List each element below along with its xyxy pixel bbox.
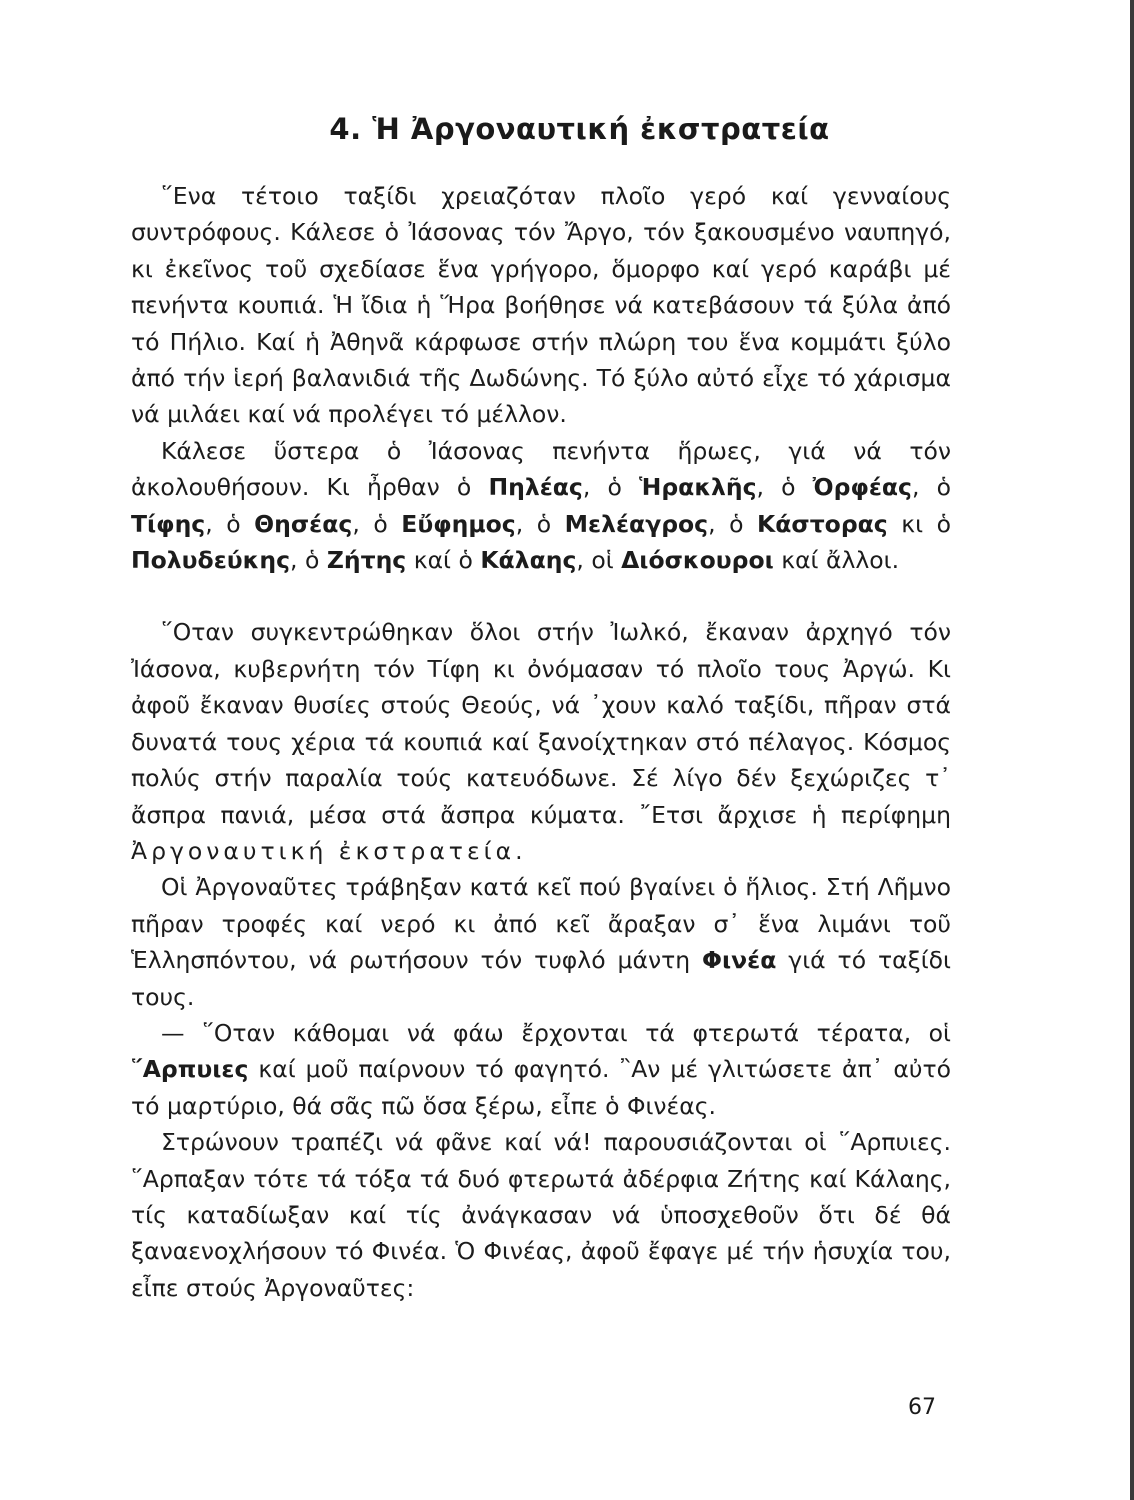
- p3-text: ῞Οταν συγκεντρώθηκαν ὅλοι στήν Ἰωλκό, ἔκαναν ἀρχηγό τόν Ἰάσονα, κυβερνήτη τόν Τίφη κι ὀνόμασαν τό πλοῖο τους Ἀργώ. Κι ἀφοῦ ἔκαναν θυσίες στούς Θεούς, νά ᾽χουν καλό ταξίδι, πῆραν στά δυνατά τους χέρια τά κουπιά καί ξανοίχτηκαν στό πέλαγος. Κόσμος πολύς στήν παραλία τούς κατευόδωνε. Σέ λίγο δέν ξεχώριζες τ᾽ ἄσπρα πανιά, μέσα στά ἄσπρα κύματα. ῎Ετσι ἄρχισε ἡ περίφημη: [131, 618, 951, 829]
- name-tifis: Τίφης: [131, 509, 206, 538]
- name-eufimos: Εὔφημος: [401, 509, 516, 538]
- body-text: [131, 178, 951, 1306]
- p2-sep: , οἱ: [576, 546, 622, 575]
- name-kastoras: Κάστορας: [757, 509, 888, 538]
- p5-end: καί μοῦ παίρνουν τό φαγητό. ῍Αν μέ γλιτώσετε ἀπ᾽ αὐτό τό μαρτύριο, θά σᾶς πῶ ὅσα ξέρω, εἶπε ὁ Φινέας.: [131, 1055, 951, 1120]
- p2-sep: κι ὁ: [887, 509, 951, 538]
- name-orfeas: Ὀρφέας: [812, 473, 912, 502]
- p2-sep: καί ἄλλοι.: [773, 546, 900, 575]
- name-iraklis: Ἡρακλῆς: [639, 473, 757, 502]
- p2-sep: , ὁ: [582, 473, 639, 502]
- name-arpyies: ῞Αρπυιες: [131, 1055, 249, 1084]
- p2-sep: καί ὁ: [406, 546, 481, 575]
- p2-sep: , ὁ: [756, 473, 813, 502]
- section-gap: [131, 578, 951, 614]
- name-meleagros: Μελέαγρος: [564, 509, 709, 538]
- chapter-title: 4. Ἡ Ἀργοναυτική ἐκστρατεία: [329, 112, 830, 146]
- page-number: 67: [908, 1395, 936, 1420]
- p3-end: .: [515, 836, 523, 865]
- p2-sep: , ὁ: [205, 509, 255, 538]
- emphasis-argonautic-expedition: Ἀργοναυτική ἐκστρατεία: [131, 836, 516, 865]
- p4-text: Οἱ Ἀργοναῦτες τράβηξαν κατά κεῖ πού βγαίνει ὁ ἥλιος. Στή Λῆμνο πῆραν τροφές καί νερό κι ἀπό κεῖ ἄραξαν σ᾽ ἕνα λιμάνι τοῦ Ἑλλησπόντου, νά ρωτήσουν τόν τυφλό μάντη: [131, 873, 951, 975]
- paragraph-5-dialogue: [131, 1015, 951, 1124]
- name-dioskouroi: Διόσκουροι: [621, 546, 774, 575]
- name-fineas: Φινέα: [702, 946, 777, 975]
- name-polydeukis: Πολυδεύκης: [131, 546, 291, 575]
- p5-text: — ῞Οταν κάθομαι νά φάω ἔρχονται τά φτερωτά τέρατα, οἱ: [161, 1018, 951, 1047]
- name-zitis: Ζήτης: [326, 546, 407, 575]
- paragraph-3: [131, 614, 951, 869]
- name-thiseas: Θησέας: [254, 509, 353, 538]
- p2-sep: , ὁ: [912, 473, 951, 502]
- p2-sep: , ὁ: [290, 546, 327, 575]
- p4-end: γιά τό ταξίδι τους.: [131, 946, 951, 1011]
- name-kalais: Κάλαης: [480, 546, 577, 575]
- p2-sep: , ὁ: [708, 509, 758, 538]
- name-peleas: Πηλέας: [488, 473, 583, 502]
- paragraph-6: Στρώνουν τραπέζι νά φᾶνε καί νά! παρουσιάζονται οἱ ῞Αρπυιες. ῞Αρπαξαν τότε τά τόξα τά δυό φτερωτά ἀδέρφια Ζήτης καί Κάλαης, τίς καταδίωξαν καί τίς ἀνάγκασαν νά ὑποσχεθοῦν ὅτι δέ θά ξαναενοχλήσουν τό Φινέα. Ὁ Φινέας, ἀφοῦ ἔφαγε μέ τήν ἡσυχία του, εἶπε στούς Ἀργοναῦτες:: [131, 1128, 951, 1302]
- p2-sep: , ὁ: [352, 509, 402, 538]
- paragraph-4: [131, 869, 951, 1015]
- paragraph-2: [131, 433, 951, 579]
- page-edge-shadow: [1130, 0, 1134, 1500]
- p2-intro: Κάλεσε ὕστερα ὁ Ἰάσονας πενήντα ἥρωες, γιά νά τόν ἀκολουθήσουν. Κι ἦρθαν ὁ: [131, 436, 951, 502]
- paragraph-1: ῞Ενα τέτοιο ταξίδι χρειαζόταν πλοῖο γερό καί γενναίους συντρόφους. Κάλεσε ὁ Ἰάσονας τόν Ἄργο, τόν ξακουσμένο ναυπηγό, κι ἐκεῖνος τοῦ σχεδίασε ἕνα γρήγορο, ὅμορφο καί γερό καράβι μέ πενήντα κουπιά. Ἡ ἴδια ἡ Ἥρα βοήθησε νά κατεβάσουν τά ξύλα ἀπό τό Πήλιο. Καί ἡ Ἀθηνᾶ κάρφωσε στήν πλώρη του ἕνα κομμάτι ξύλο ἀπό τήν ἱερή βαλανιδιά τῆς Δωδώνης. Τό ξύλο αὐτό εἶχε τό χάρισμα νά μιλάει καί νά προλέγει τό μέλλον.: [131, 182, 951, 429]
- p2-sep: , ὁ: [515, 509, 565, 538]
